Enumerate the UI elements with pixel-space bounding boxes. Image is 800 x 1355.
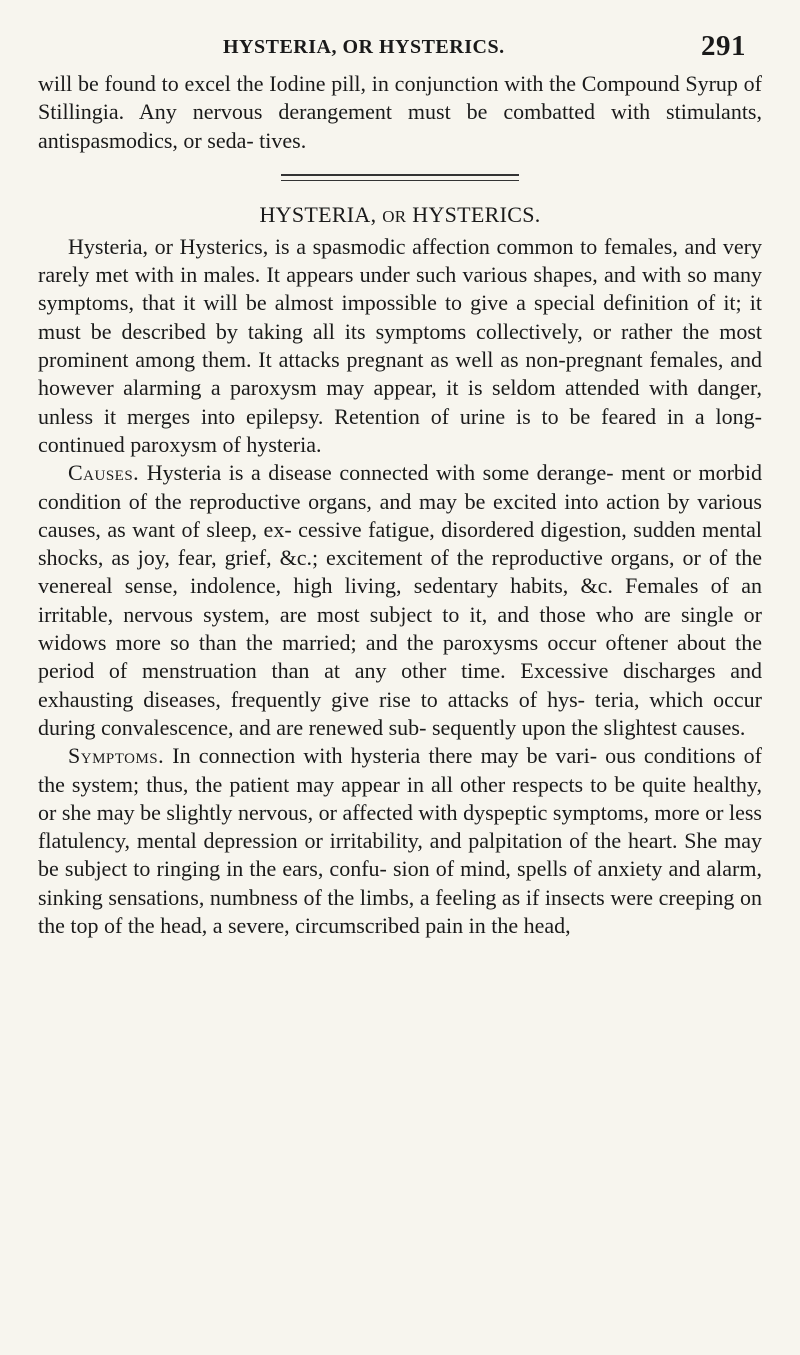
causes-label: Causes. (68, 460, 140, 486)
running-title: HYSTERIA, OR HYSTERICS. (223, 36, 505, 58)
running-head (38, 30, 762, 70)
double-rule (281, 174, 519, 181)
definition-paragraph: Hysteria, or Hysterics, is a spasmodic affection common to females, and very rarely met with in males. It appears under such various shapes, and with so many symptoms, that it will be almost impossible to give a special definition of it; it must be described by taking all its symptoms collectively, or rather the most prominent among them. It attacks pregnant as well as non-pregnant females, and however alarming a paroxysm may appear, it is seldom attended with danger, unless it merges into epilepsy. Retention of urine is to be feared in a long- continued paroxysm of hysteria. (38, 233, 762, 457)
causes-text: Hysteria is a disease connected with some derange- ment or morbid condition of the reproductive organs, and may be excited into action by various causes, as want of sleep, ex- cessive fatigue, disordered digestion, sudden mental shocks, as joy, fear, grief, &c.; excitement of the reproductive organs, or of the venereal sense, indolence, high living, sedentary habits, &c. Females of an irritable, nervous system, are most subject to it, and those who are single or widows more so than the married; and the paroxysms occur oftener about the period of menstruation than at any other time. Excessive discharges and exhausting diseases, frequently give rise to attacks of hys- teria, which occur during convalescence, and are renewed sub- sequently upon the slightest causes. (38, 460, 763, 740)
page-number: 291 (701, 30, 746, 62)
section-heading-right: HYSTERICS. (412, 201, 541, 227)
section-divider (38, 174, 762, 181)
symptoms-paragraph (38, 742, 762, 940)
section-heading-or: OR (382, 206, 407, 226)
body-text (38, 70, 762, 940)
intro-paragraph: will be found to excel the Iodine pill, in conjunction with the Compound Syrup of Stillingia. Any nervous derangement must be combatted with stimulants, antispasmodics, or seda- tives. (38, 71, 762, 153)
symptoms-label: Symptoms. (68, 743, 165, 769)
causes-paragraph (38, 459, 762, 742)
section-heading (38, 201, 762, 231)
symptoms-text: In connection with hysteria there may be vari- ous conditions of the system; thus, the patient may appear in all other respects to be quite healthy, or she may be slightly nervous, or affected with dyspeptic symptoms, more or less flatulency, mental depression or irritability, and palpitation of the heart. She may be subject to ringing in the ears, confu- sion of mind, spells of anxiety and alarm, sinking sensations, numbness of the limbs, a feeling as if insects were creeping on the top of the head, a severe, circumscribed pain in the head, (38, 743, 762, 939)
section-heading-left: HYSTERIA, (259, 201, 377, 227)
